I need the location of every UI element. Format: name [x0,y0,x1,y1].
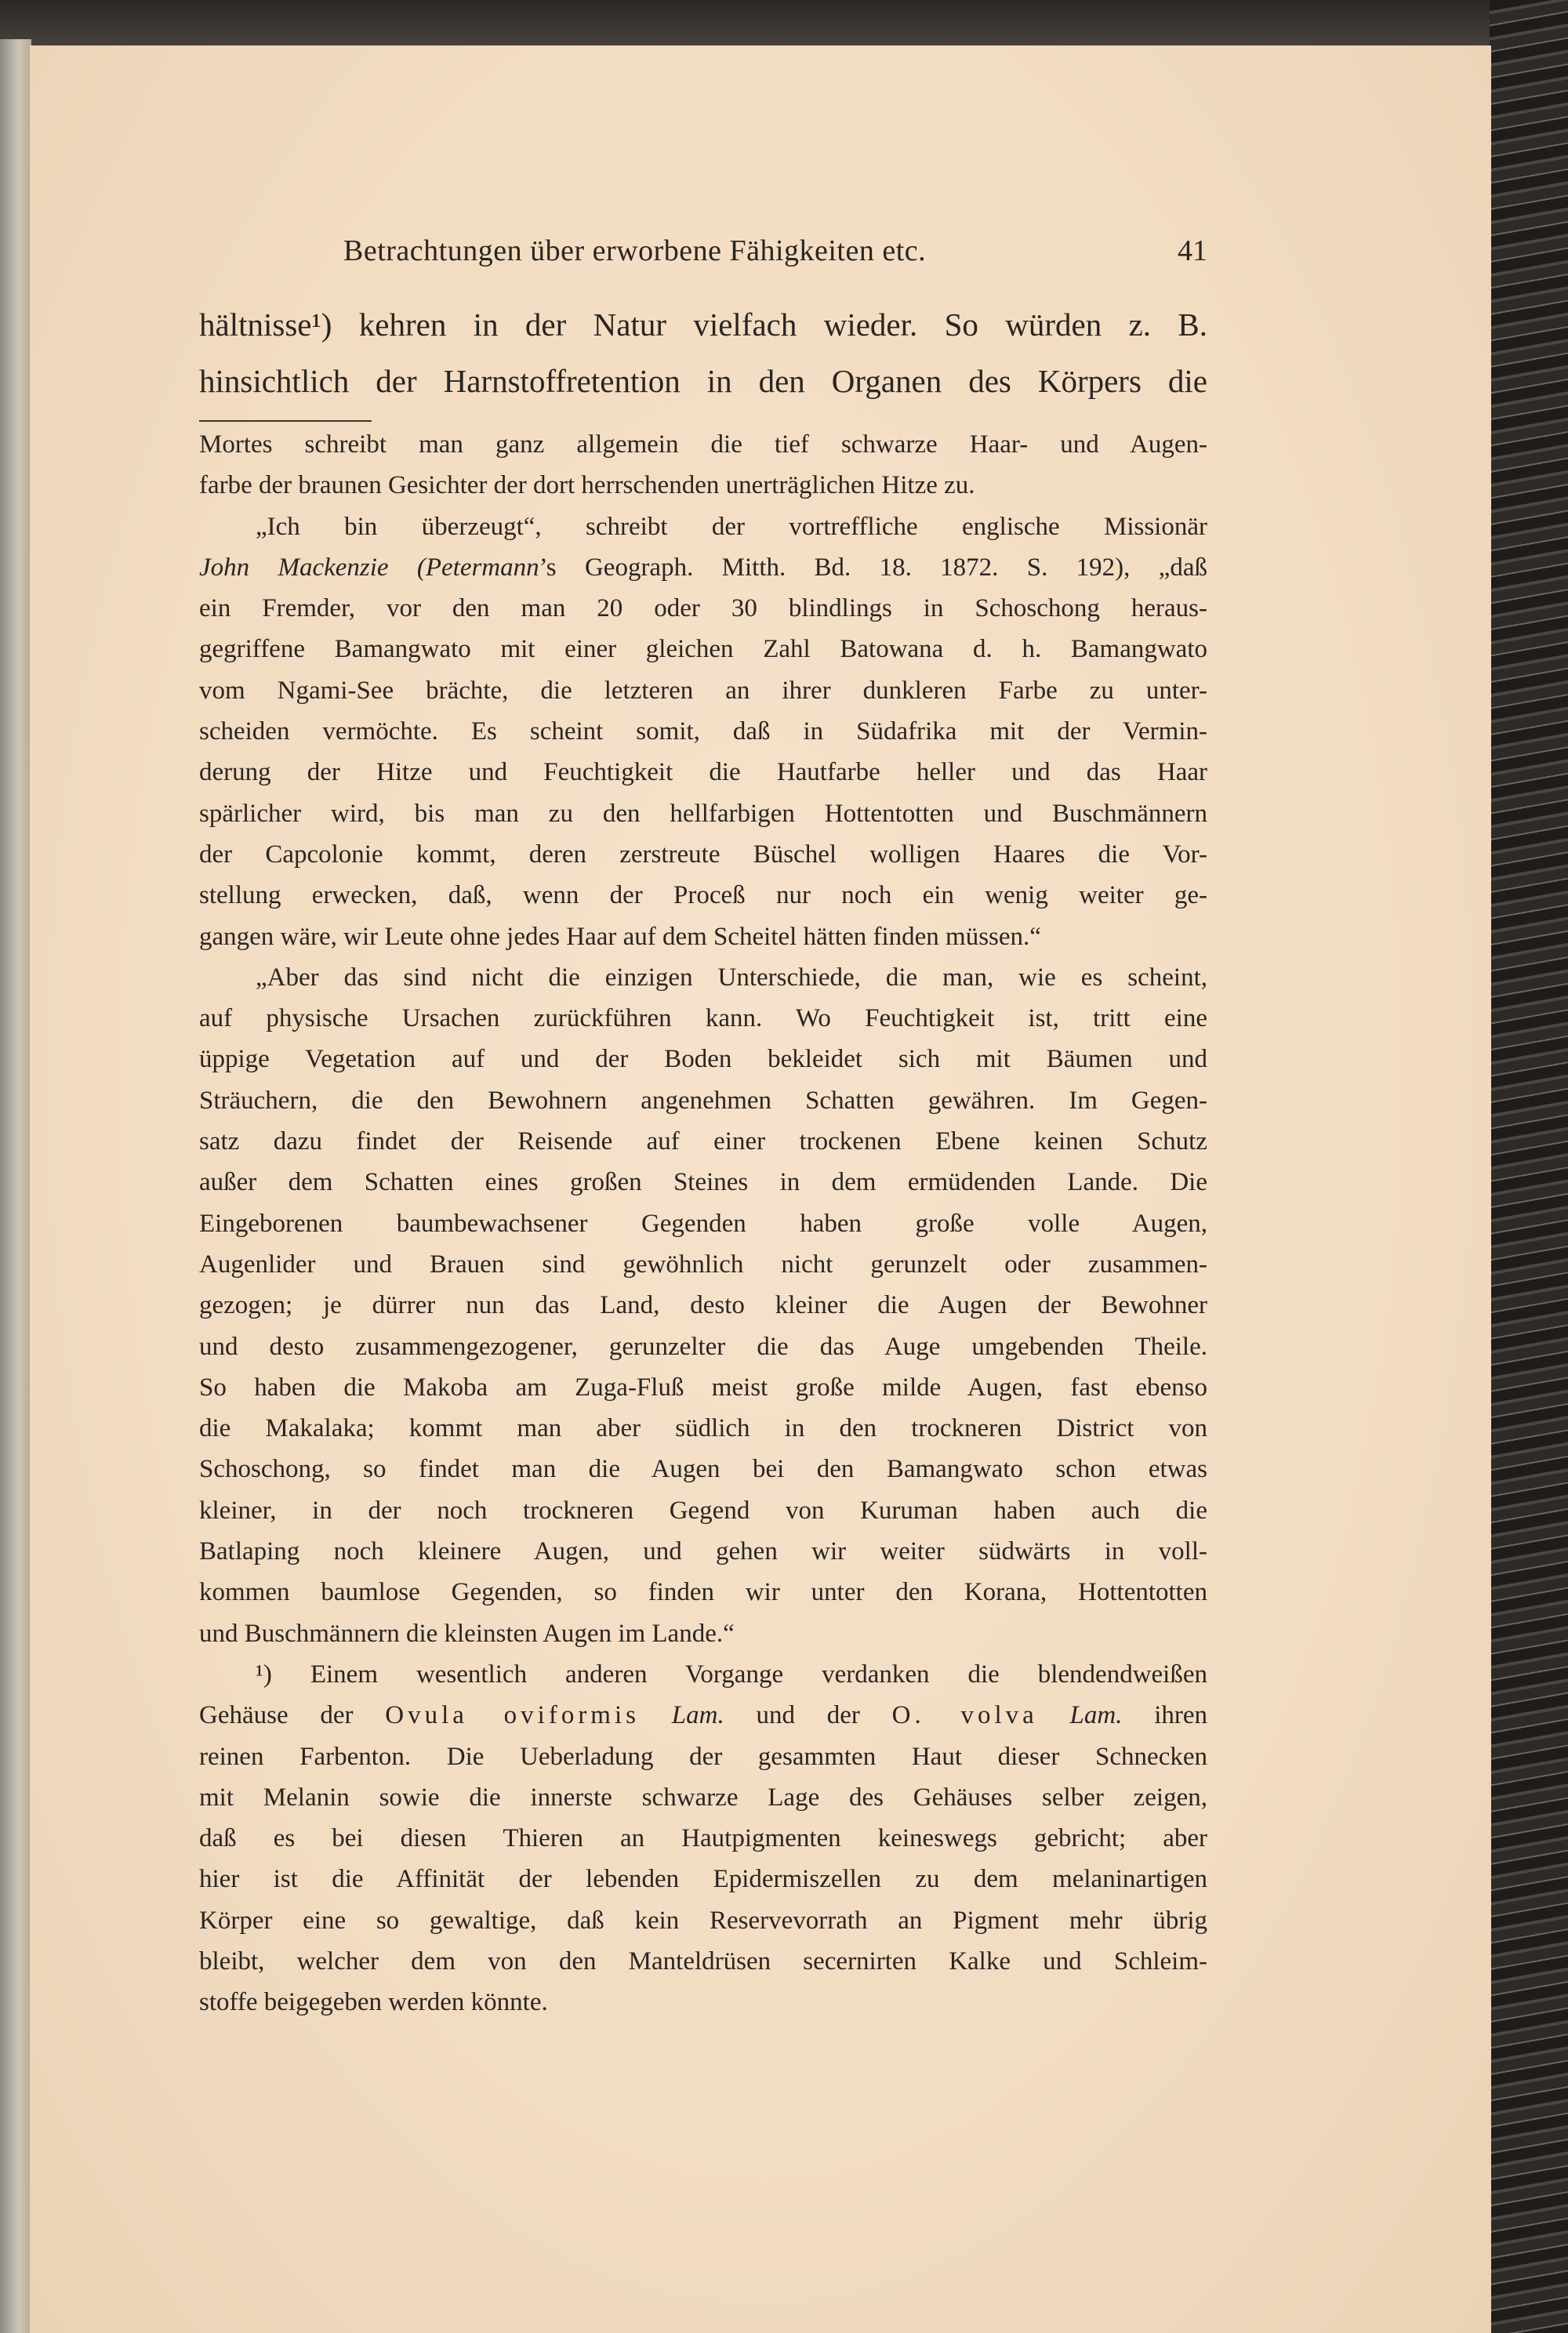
footnote-line [199,875,1207,916]
footnote-line [199,1695,1207,1736]
footnote-line [199,547,1207,588]
footnote-line [199,711,1207,752]
footnote-line [199,1039,1207,1079]
footnote-line [199,1531,1207,1572]
text-segment: derung der Hitze und Feuchtigkeit die Hautfarbe heller und das Haar [199,758,1207,787]
text-segment: hinsichtlich der Harnstoffretention in den Organen des Körpers die [199,363,1207,399]
text-segment: stoffe beigegeben werden könnte. [199,1988,548,2017]
text-segment: ein Fremder, vor den man 20 oder 30 blindlings in Schoschong heraus- [199,594,1207,623]
footnote-line [199,916,1207,957]
text-segment: kleiner, in der noch trockneren Gegend von Kuruman haben auch die [199,1496,1207,1525]
previous-page-edge [0,39,31,2333]
text-segment: Lam. [671,1701,724,1730]
footnote-line [199,670,1207,711]
text-segment: kommen baumlose Gegenden, so finden wir unter den Korana, Hottentotten [199,1578,1207,1607]
text-segment: O. volva [891,1701,1038,1730]
footnote-line [199,752,1207,793]
text-segment: und der [724,1701,892,1730]
footnote-line [199,1203,1207,1244]
footnote-line [199,1121,1207,1162]
footnote-line [199,1654,1207,1695]
footnote-line [199,957,1207,998]
running-head [199,229,1207,273]
footnote-line [199,1982,1207,2023]
footnote-line [199,1162,1207,1203]
footnote-line [199,1080,1207,1121]
footnote-line [199,1244,1207,1285]
text-segment: die Makalaka; kommt man aber südlich in den trockneren District von [199,1414,1207,1443]
text-segment: spärlicher wird, bis man zu den hellfarbigen Hottentotten und Buschmännern [199,799,1207,828]
text-segment: üppige Vegetation auf und der Boden bekleidet sich mit Bäumen und [199,1045,1207,1074]
text-segment: Ovula oviformis [385,1701,640,1730]
text-segment: reinen Farbenton. Die Ueberladung der gesammten Haut dieser Schnecken [199,1742,1207,1771]
footnote-line [199,1490,1207,1531]
body-line [199,353,1207,409]
footnote-line [199,1367,1207,1408]
text-segment [1038,1701,1070,1729]
text-segment [640,1701,672,1729]
footnote-line [199,1941,1207,1982]
footnote-line [199,1285,1207,1326]
text-segment: Lam. [1069,1701,1123,1730]
body-line [199,296,1207,353]
text-segment: Augenlider und Brauen sind gewöhnlich nicht gerunzelt oder zusammen- [199,1250,1207,1279]
footnote-line [199,1326,1207,1367]
text-segment: hältnisse¹) kehren in der Natur vielfach wieder. So würden z. B. [199,307,1207,343]
text-segment: Schoschong, so findet man die Augen bei den Bamangwato schon etwas [199,1455,1207,1484]
footnote-line [199,424,1207,465]
text-segment: Sträuchern, die den Bewohnern angenehmen Schatten gewähren. Im Gegen- [199,1086,1207,1115]
footnote-line [199,1859,1207,1899]
text-segment: ¹) Einem wesentlich anderen Vorgange verdanken die blendendweißen [256,1660,1207,1689]
footnotes [199,424,1207,2023]
text-segment: farbe der braunen Gesichter der dort herrschenden unerträglichen Hitze zu. [199,471,975,500]
text-segment: bleibt, welcher dem von den Manteldrüsen secernirten Kalke und Schleim- [199,1947,1207,1976]
text-segment: hier ist die Affinität der lebenden Epidermiszellen zu dem melaninartigen [199,1865,1207,1894]
text-segment: ’s Geograph. Mitth. Bd. 18. 1872. S. 192), „daß [539,553,1207,582]
text-segment: und desto zusammengezogener, gerunzelter die das Auge umgebenden Theile. [199,1332,1207,1361]
text-segment: „Aber das sind nicht die einzigen Unterschiede, die man, wie es scheint, [256,963,1207,992]
text-segment: mit Melanin sowie die innerste schwarze Lage des Gehäuses selber zeigen, [199,1783,1207,1812]
text-segment: „Ich bin überzeugt“, schreibt der vortreffliche englische Missionär [256,512,1207,541]
text-segment: So haben die Makoba am Zuga-Fluß meist große milde Augen, fast ebenso [199,1373,1207,1402]
text-segment: ihren [1122,1701,1208,1730]
footnote-line [199,793,1207,834]
text-segment: der Capcolonie kommt, deren zerstreute Büschel wolligen Haares die Vor- [199,840,1207,869]
text-segment: auf physische Ursachen zurückführen kann. Wo Feuchtigkeit ist, tritt eine [199,1004,1207,1033]
text-segment: gezogen; je dürrer nun das Land, desto kleiner die Augen der Bewohner [199,1291,1207,1320]
text-segment: Körper eine so gewaltige, daß kein Reservevorrath an Pigment mehr übrig [199,1906,1207,1935]
text-segment: scheiden vermöchte. Es scheint somit, daß in Südafrika mit der Vermin- [199,717,1207,746]
footnote-line [199,1613,1207,1654]
text-segment: außer dem Schatten eines großen Steines in dem ermüdenden Lande. Die [199,1168,1207,1197]
footnote-line [199,1818,1207,1859]
text-segment: Eingeborenen baumbewachsener Gegenden haben große volle Augen, [199,1209,1207,1238]
text-segment: satz dazu findet der Reisende auf einer trockenen Ebene keinen Schutz [199,1127,1207,1156]
text-segment: daß es bei diesen Thieren an Hautpigmenten keineswegs gebricht; aber [199,1824,1207,1853]
text-segment: gegriffene Bamangwato mit einer gleichen Zahl Batowana d. h. Bamangwato [199,635,1207,664]
text-segment: Batlaping noch kleinere Augen, und gehen wir weiter südwärts in voll- [199,1537,1207,1566]
footnote-line [199,998,1207,1039]
text-segment: Mortes schreibt man ganz allgemein die tief schwarze Haar- und Augen- [199,430,1207,459]
book-binding [1490,0,1568,2333]
text-segment: John Mackenzie (Petermann [199,553,539,582]
main-text [199,296,1207,409]
running-head-title: Betrachtungen über erworbene Fähigkeiten etc. [343,234,927,267]
footnote-line [199,1449,1207,1489]
footnote-line [199,1900,1207,1941]
text-segment: und Buschmännern die kleinsten Augen im Lande.“ [199,1619,735,1648]
text-segment: Gehäuse der [199,1701,386,1730]
scanner-top-edge [0,0,1568,52]
text-segment: vom Ngami-See brächte, die letzteren an ihrer dunkleren Farbe zu unter- [199,676,1207,705]
footnote-line [199,834,1207,875]
footnote-line [199,588,1207,629]
page-number: 41 [1178,234,1207,267]
text-segment: stellung erwecken, daß, wenn der Proceß nur noch ein wenig weiter ge- [199,881,1207,910]
footnote-line [199,465,1207,506]
footnote-line [199,1408,1207,1449]
footnote-line [199,1736,1207,1777]
footnote-line [199,1572,1207,1613]
footnote-line [199,629,1207,669]
footnote-line [199,1777,1207,1818]
footnote-separator [199,420,372,422]
footnote-line [199,506,1207,547]
text-segment: gangen wäre, wir Leute ohne jedes Haar auf dem Scheitel hätten finden müssen.“ [199,922,1041,951]
